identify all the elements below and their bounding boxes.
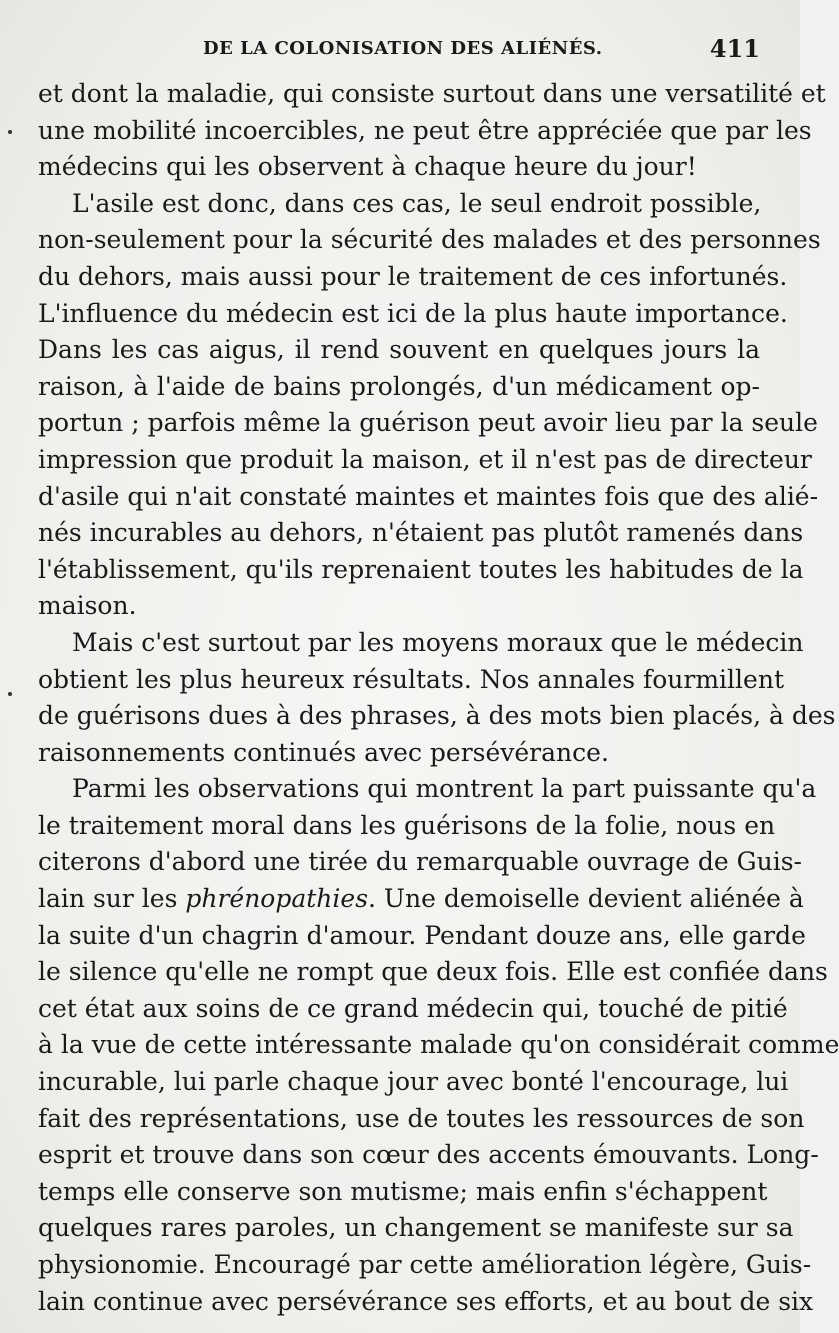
text-line: Parmi les observations qui montrent la part puissante qu'a: [72, 774, 817, 804]
text-line: à la vue de cette intéressante malade qu'on considérait comme: [38, 1030, 839, 1060]
italic-term: phrénopathies: [185, 884, 369, 914]
text-line: d'asile qui n'ait constaté maintes et maintes fois que des alié-: [38, 481, 819, 511]
text-line: lain continue avec persévérance ses efforts, et au bout de six: [38, 1286, 814, 1316]
text-line: cet état aux soins de ce grand médecin qui, touché de pitié: [38, 993, 788, 1023]
text-line: nés incurables au dehors, n'étaient pas plutôt ramenés dans: [38, 518, 804, 548]
text-line: raison, à l'aide de bains prolongés, d'un médicament op-: [38, 371, 760, 401]
page-number: 411: [709, 34, 760, 63]
text-line: le silence qu'elle ne rompt que deux fois. Elle est confiée dans: [38, 957, 828, 987]
text-line: raisonnements continués avec persévérance.: [38, 737, 609, 767]
text-segment: . Une demoiselle devient aliénée à: [368, 884, 804, 914]
text-line: du dehors, mais aussi pour le traitement de ces infortunés.: [38, 261, 788, 291]
text-line: de guérisons dues à des phrases, à des mots bien placés, à des: [38, 701, 836, 731]
margin-dot-mark: [8, 692, 12, 696]
text-line: maison.: [38, 591, 137, 621]
text-line: esprit et trouve dans son cœur des accents émouvants. Long-: [38, 1140, 819, 1170]
text-segment: lain sur les: [38, 884, 186, 914]
text-line: portun ; parfois même la guérison peut avoir lieu par la seule: [38, 408, 818, 438]
text-line: Mais c'est surtout par les moyens moraux que le médecin: [72, 627, 804, 657]
text-line: L'influence du médecin est ici de la plus haute importance.: [38, 298, 788, 328]
text-line: temps elle conserve son mutisme; mais enfin s'échappent: [38, 1176, 768, 1206]
text-line: non-seulement pour la sécurité des malades et des personnes: [38, 225, 821, 255]
text-line: incurable, lui parle chaque jour avec bonté l'encourage, lui: [38, 1067, 789, 1097]
text-line: le traitement moral dans les guérisons de la folie, nous en: [38, 810, 776, 840]
text-line: physionomie. Encouragé par cette amélioration légère, Guis-: [38, 1250, 812, 1279]
text-line: fait des représentations, use de toutes les ressources de son: [38, 1103, 805, 1133]
running-title: DE LA COLONISATION DES ALIÉNÉS.: [203, 38, 603, 59]
margin-dot-mark: [8, 130, 12, 134]
text-line: et dont la maladie, qui consiste surtout dans une versatilité et: [38, 79, 826, 108]
text-line: L'asile est donc, dans ces cas, le seul endroit possible,: [72, 188, 762, 218]
page-header: [0, 34, 800, 68]
text-line: quelques rares paroles, un changement se manifeste sur sa: [38, 1213, 794, 1243]
text-line: impression que produit la maison, et il n'est pas de directeur: [38, 444, 812, 474]
text-line: médecins qui les observent à chaque heure du jour!: [38, 152, 697, 182]
text-line: Dans les cas aigus, il rend souvent en quelques jours la: [38, 335, 760, 365]
text-line: [38, 881, 804, 918]
text-line: obtient les plus heureux résultats. Nos annales fourmillent: [38, 664, 784, 694]
text-line: l'établissement, qu'ils reprenaient toutes les habitudes de la: [38, 554, 804, 584]
text-line: citerons d'abord une tirée du remarquable ouvrage de Guis-: [38, 847, 803, 877]
text-line: une mobilité incoercibles, ne peut être appréciée que par les: [38, 115, 812, 145]
text-line: la suite d'un chagrin d'amour. Pendant douze ans, elle garde: [38, 920, 806, 950]
body-text: [38, 76, 839, 1320]
